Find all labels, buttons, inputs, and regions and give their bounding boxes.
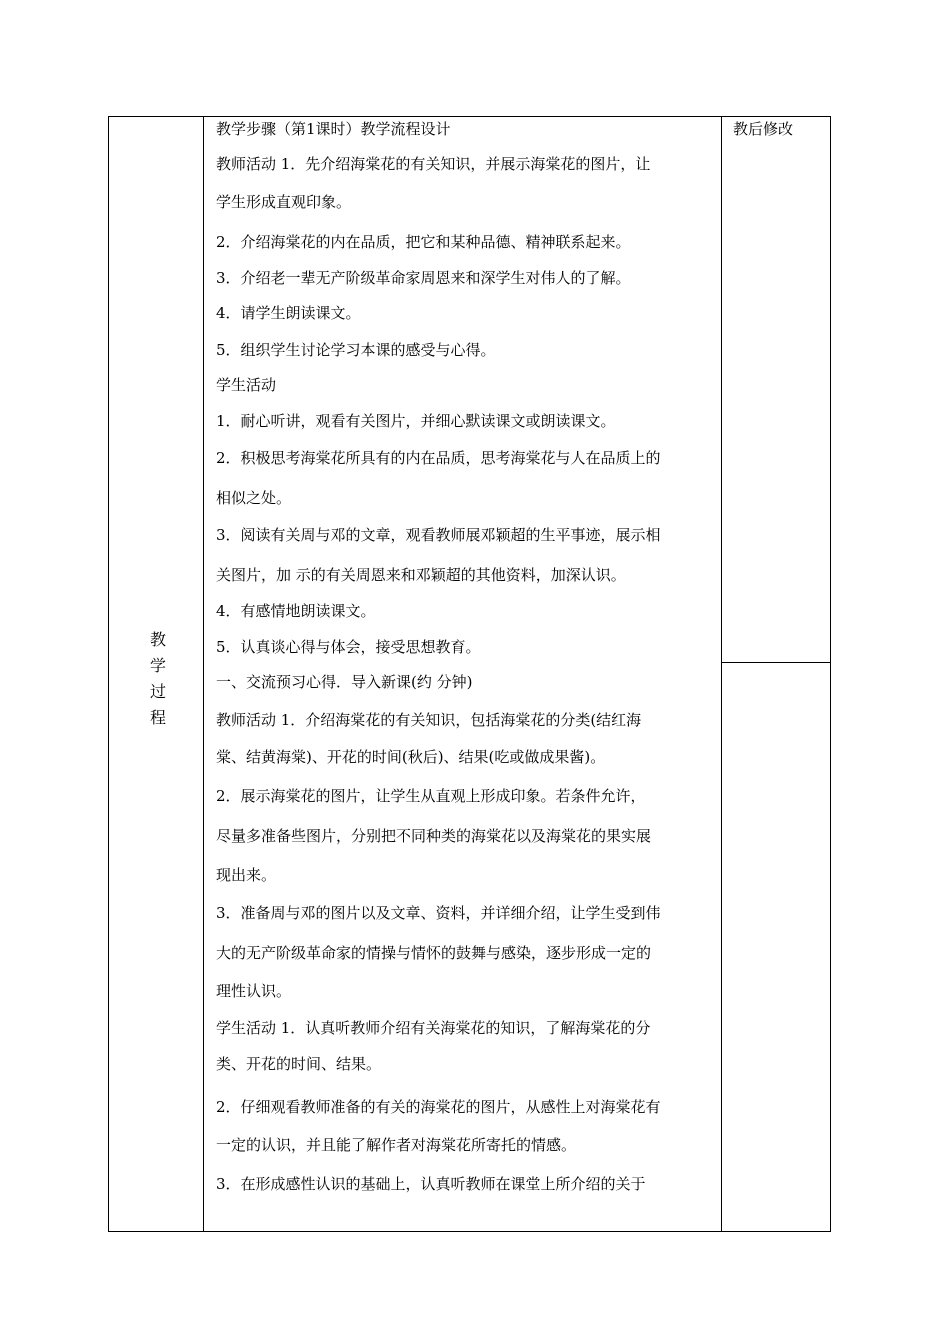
content-line: 现出来。 bbox=[216, 866, 277, 884]
content-line: 教师活动 1．先介绍海棠花的有关知识，并展示海棠花的图片，让 bbox=[216, 155, 651, 173]
content-line: 3．准备周与邓的图片以及文章、资料，并详细介绍，让学生受到伟 bbox=[216, 904, 661, 922]
content-line: 5．认真谈心得与体会，接受思想教育。 bbox=[216, 638, 481, 656]
content-line: 关图片，加 示的有关周恩来和邓颖超的其他资料，加深认识。 bbox=[216, 566, 626, 584]
content-line: 4．有感情地朗读课文。 bbox=[216, 602, 376, 620]
process-label-char: 学 bbox=[149, 656, 166, 675]
content-line: 教师活动 1．介绍海棠花的有关知识，包括海棠花的分类(结红海 bbox=[216, 711, 642, 729]
revision-notes-cell bbox=[722, 117, 830, 1231]
process-label-char: 过 bbox=[149, 682, 166, 701]
section-heading: 教学步骤（第1课时）教学流程设计 bbox=[216, 120, 451, 138]
process-label bbox=[147, 627, 169, 731]
content-line: 学生活动 1．认真听教师介绍有关海棠花的知识，了解海棠花的分 bbox=[216, 1019, 651, 1037]
content-line: 类、开花的时间、结果。 bbox=[216, 1055, 382, 1073]
content-line: 学生形成直观印象。 bbox=[216, 193, 352, 211]
revision-notes-header: 教后修改 bbox=[733, 120, 794, 138]
content-line: 2．介绍海棠花的内在品质，把它和某种品德、精神联系起来。 bbox=[216, 233, 631, 251]
content-line: 一定的认识，并且能了解作者对海棠花所寄托的情感。 bbox=[216, 1136, 577, 1154]
process-label-cell bbox=[109, 117, 204, 1231]
content-line: 理性认识。 bbox=[216, 982, 292, 1000]
revision-notes-divider bbox=[722, 662, 830, 663]
content-line: 2．积极思考海棠花所具有的内在品质，思考海棠花与人在品质上的 bbox=[216, 449, 661, 467]
process-label-char: 程 bbox=[149, 708, 166, 727]
process-label-char: 教 bbox=[149, 630, 166, 649]
content-line: 1．耐心听讲，观看有关图片，并细心默读课文或朗读课文。 bbox=[216, 412, 616, 430]
content-line: 2．展示海棠花的图片，让学生从直观上形成印象。若条件允许， bbox=[216, 787, 646, 805]
content-line: 3．介绍老一辈无产阶级革命家周恩来和深学生对伟人的了解。 bbox=[216, 269, 631, 287]
content-line: 2．仔细观看教师准备的有关的海棠花的图片，从感性上对海棠花有 bbox=[216, 1098, 661, 1116]
content-line: 大的无产阶级革命家的情操与情怀的鼓舞与感染，逐步形成一定的 bbox=[216, 944, 652, 962]
content-line: 3．在形成感性认识的基础上，认真听教师在课堂上所介绍的关于 bbox=[216, 1175, 646, 1193]
content-line: 5．组织学生讨论学习本课的感受与心得。 bbox=[216, 341, 496, 359]
lesson-plan-table bbox=[108, 116, 831, 1232]
content-line: 4．请学生朗读课文。 bbox=[216, 304, 361, 322]
content-line: 尽量多准备些图片，分别把不同种类的海棠花以及海棠花的果实展 bbox=[216, 827, 652, 845]
teaching-content-cell bbox=[204, 117, 722, 1231]
content-line: 3．阅读有关周与邓的文章，观看教师展邓颖超的生平事迹，展示相 bbox=[216, 526, 661, 544]
content-line: 学生活动 bbox=[216, 376, 277, 394]
content-line: 棠、结黄海棠)、开花的时间(秋后)、结果(吃或做成果酱)。 bbox=[216, 748, 606, 766]
content-line: 相似之处。 bbox=[216, 489, 292, 507]
section-heading: 一、交流预习心得．导入新课(约 分钟) bbox=[216, 673, 473, 691]
